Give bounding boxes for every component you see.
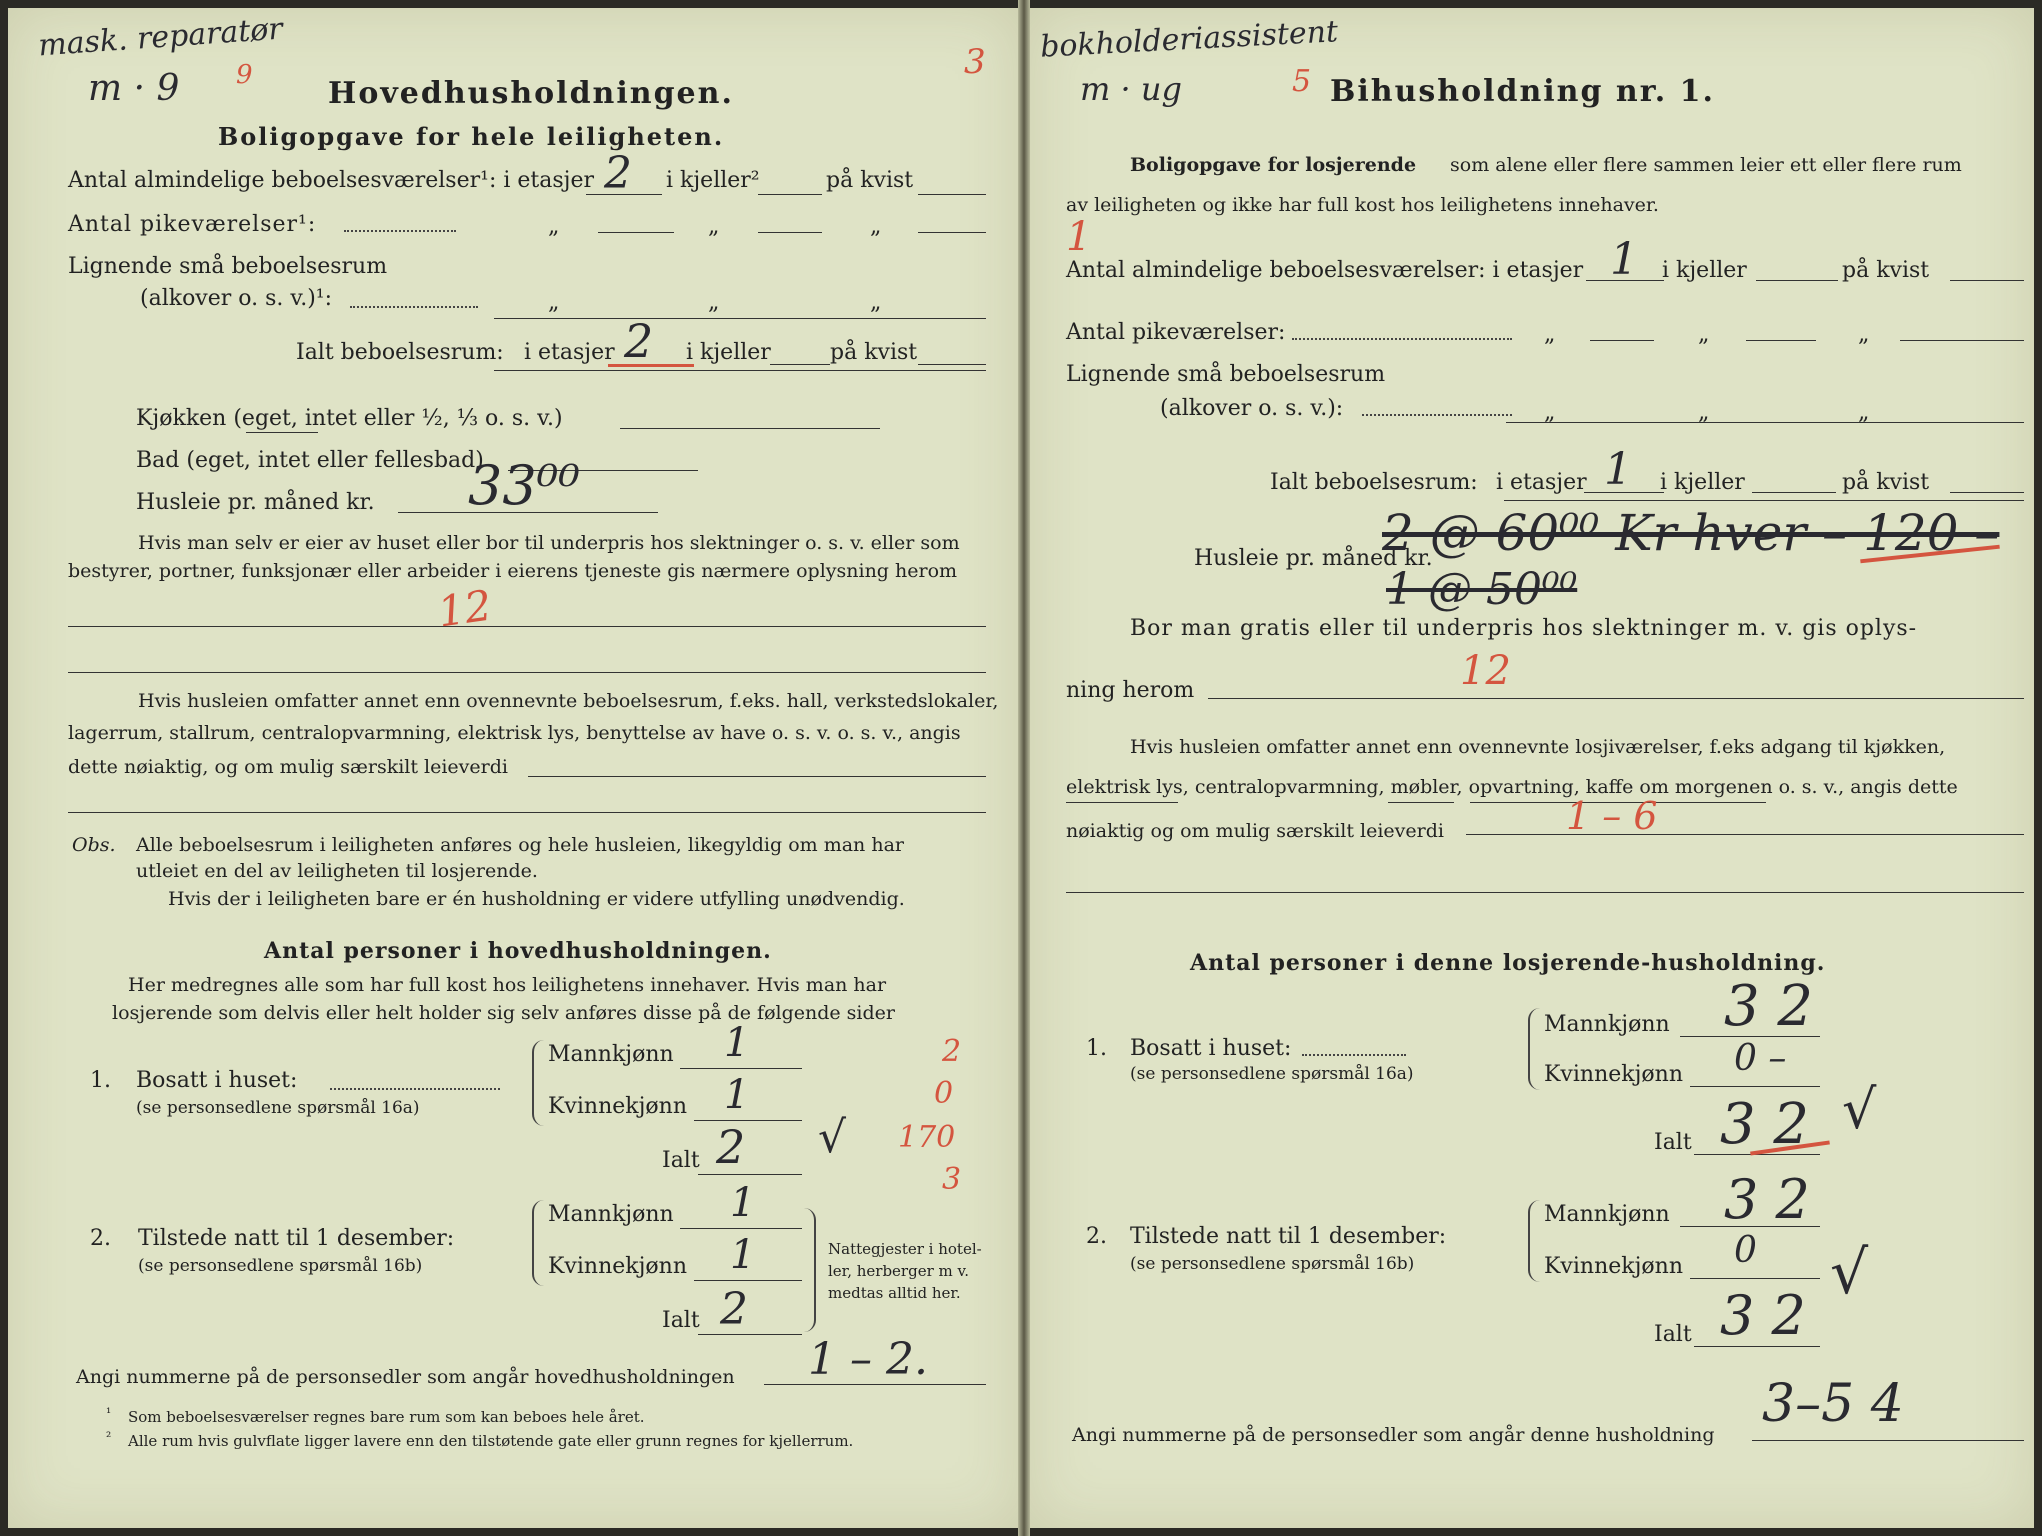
right-intro-line2: av leiligheten og ikke har full kost hos leilighetens innehaver. — [1066, 194, 1659, 216]
left-rent-includes-line-b — [68, 812, 986, 813]
right-corner-code: m · ug — [1080, 70, 1182, 108]
left-ditto-1: „ — [548, 214, 560, 239]
left-q1-brace — [532, 1040, 544, 1126]
right-includes-line-b — [1066, 892, 2024, 893]
right-underline-elektrisk — [1066, 802, 1178, 803]
right-ditto-4: „ — [1544, 400, 1556, 425]
left-rent-includes-line3: dette nøiaktig, og om mulig særskilt leieverdi — [68, 756, 508, 778]
left-red-col-2: 0 — [934, 1076, 954, 1111]
right-angi-label: Angi nummerne på de personsedler som angår denne husholdning — [1072, 1424, 1715, 1446]
left-obs-line3: Hvis der i leiligheten bare er én husholdning er videre utfylling unødvendig. — [168, 888, 905, 910]
left-q1-female-line — [694, 1120, 802, 1121]
left-alcove-label: Lignende små beboelsesrum — [68, 254, 388, 279]
right-includes-line1: Hvis husleien omfatter annet enn ovennevnte losjiværelser, f.eks adgang til kjøkken, — [1130, 736, 1946, 758]
left-ditto-2: „ — [708, 214, 720, 239]
left-q1-check: √ — [818, 1112, 847, 1163]
right-page — [1030, 8, 2034, 1528]
left-kitchen-label: Kjøkken (eget, intet eller ½, ⅓ o. s. v.) — [136, 406, 563, 431]
left-page — [8, 8, 1018, 1528]
right-q2-male-label: Mannkjønn — [1544, 1202, 1670, 1227]
left-line-r2b — [758, 232, 822, 233]
right-q2-male-line — [1680, 1226, 1820, 1227]
left-alcove-sub-label: (alkover o. s. v.)¹: — [140, 286, 333, 311]
right-kvist-label: på kvist — [1842, 258, 1930, 283]
left-q2-sub: (se personsedlene spørsmål 16b) — [138, 1256, 423, 1276]
right-includes-red-value: 1 – 6 — [1566, 794, 1658, 838]
left-rent-includes-line2: lagerrum, stallrum, centralopvarmning, elektrisk lys, benyttelse av have o. s. v. o. s. v., angis — [68, 722, 961, 744]
right-total-etasjer-label: i etasjer — [1496, 470, 1587, 495]
left-q1-total-line — [698, 1174, 802, 1175]
right-gratis-red-number: 12 — [1460, 648, 1511, 694]
right-title: Bihusholdning nr. 1. — [1330, 74, 1715, 109]
right-ditto-6: „ — [1858, 400, 1870, 425]
right-q1-number: 1. — [1086, 1036, 1107, 1061]
right-angi-value: 3–5 4 — [1762, 1374, 1904, 1434]
left-ditto-6: „ — [870, 290, 882, 315]
right-alcove-label: Lignende små beboelsesrum — [1066, 362, 1386, 387]
right-underline-mobler — [1388, 802, 1454, 803]
right-etasjer-value: 1 — [1610, 234, 1638, 285]
left-alcove-dots — [350, 306, 478, 308]
left-etasjer-value: 2 — [604, 148, 632, 199]
left-corner-code: m · 9 — [88, 68, 180, 109]
right-maid-rooms-label: Antal pikeværelser: — [1066, 320, 1286, 345]
right-includes-line3: nøiaktig og om mulig særskilt leieverdi — [1066, 820, 1444, 842]
right-q2-brace — [1528, 1200, 1540, 1282]
right-q2-female-value: 0 — [1734, 1230, 1757, 1271]
right-q1-total-value: 3 2 — [1720, 1092, 1810, 1157]
right-ditto-5: „ — [1698, 400, 1710, 425]
left-night-guest-note-1: Nattegjester i hotel- — [828, 1240, 982, 1258]
right-maid-dots — [1292, 338, 1512, 340]
left-q1-total-value: 2 — [716, 1120, 746, 1174]
left-line-r2c — [918, 232, 986, 233]
left-occupation-note: mask. reparatør — [37, 11, 284, 64]
left-q2-female-line — [694, 1280, 802, 1281]
right-q1-male-line — [1680, 1036, 1820, 1037]
left-owner-line2 — [68, 672, 986, 673]
right-q1-total-label: Ialt — [1654, 1130, 1692, 1155]
right-alcove-line — [1506, 422, 2024, 423]
left-footnote-2-num: ² — [106, 1430, 112, 1445]
left-maid-dots — [344, 230, 456, 232]
right-q2-total-value: 3 2 — [1720, 1284, 1806, 1347]
right-q1-female-line — [1690, 1086, 1820, 1087]
left-page-red-number: 3 — [964, 42, 986, 82]
right-rent-value: 2 @ 60⁰⁰ Kr hver – 120 – — [1382, 504, 2000, 562]
right-ditto-1: „ — [1544, 322, 1556, 347]
right-kvist-line — [1950, 280, 2024, 281]
left-footnote-2: Alle rum hvis gulvflate ligger lavere enn den tilstøtende gate eller grunn regnes for kjellerrum. — [128, 1432, 854, 1450]
left-ditto-3: „ — [870, 214, 882, 239]
left-night-guest-note-3: medtas alltid her. — [828, 1284, 961, 1302]
left-q1-total-label: Ialt — [662, 1148, 700, 1173]
right-total-kjeller-label: i kjeller — [1660, 470, 1745, 495]
left-obs-line1: Alle beboelsesrum i leiligheten anføres og hele husleien, likegyldig om man har — [136, 834, 904, 856]
right-total-rooms-label: Ialt beboelsesrum: — [1270, 470, 1478, 495]
left-q2-number: 2. — [90, 1226, 111, 1251]
right-intro-bold: Boligopgave for losjerende — [1130, 154, 1417, 176]
right-q1-female-value: 0 – — [1734, 1038, 1787, 1079]
left-rent-value: 33⁰⁰ — [468, 454, 581, 517]
right-q1-check: √ — [1842, 1078, 1877, 1141]
right-q1-male-label: Mannkjønn — [1544, 1012, 1670, 1037]
left-q1-sub: (se personsedlene spørsmål 16a) — [136, 1098, 420, 1118]
right-includes-line — [1466, 834, 2024, 835]
right-rooms-label: Antal almindelige beboelsesværelser: i etasjer — [1066, 258, 1584, 283]
left-q1-male-value: 1 — [724, 1020, 750, 1066]
left-q1-label: Bosatt i huset: — [136, 1068, 298, 1093]
left-obs-line2: utleiet en del av leiligheten til losjerende. — [136, 860, 538, 882]
left-subtitle: Boligopgave for hele leiligheten. — [218, 122, 725, 151]
right-q2-total-line — [1694, 1346, 1820, 1347]
right-total-kvist-label: på kvist — [1842, 470, 1930, 495]
left-persons-line1: Her medregnes alle som har full kost hos leilighetens innehaver. Hvis man har — [128, 974, 887, 996]
right-q2-number: 2. — [1086, 1224, 1107, 1249]
right-gratis-line2: ning herom — [1066, 678, 1195, 703]
right-q2-check: √ — [1830, 1238, 1869, 1308]
right-rent-label: Husleie pr. måned kr. — [1194, 546, 1433, 571]
left-rent-label: Husleie pr. måned kr. — [136, 490, 375, 515]
right-q1-male-value: 3 2 — [1724, 974, 1814, 1039]
left-q2-total-label: Ialt — [662, 1308, 700, 1333]
left-total-etasjer-label: i etasjer — [524, 340, 615, 365]
left-q2-right-brace — [804, 1208, 816, 1332]
left-bath-label: Bad (eget, intet eller fellesbad) — [136, 448, 484, 473]
right-total-kvist-line — [1950, 492, 2024, 493]
left-alcove-line — [494, 318, 986, 319]
left-footnote-1-num: ¹ — [106, 1406, 112, 1421]
right-etasjer-line — [1586, 280, 1664, 281]
left-q2-male-label: Mannkjønn — [548, 1202, 674, 1227]
left-rooms-label: Antal almindelige beboelsesværelser¹: i etasjer — [68, 168, 595, 193]
left-q2-male-line — [680, 1228, 802, 1229]
left-angi-line — [764, 1384, 986, 1385]
left-q2-female-value: 1 — [730, 1232, 756, 1278]
right-q2-total-label: Ialt — [1654, 1322, 1692, 1347]
left-ditto-5: „ — [708, 290, 720, 315]
left-red-col-3: 170 — [898, 1120, 956, 1155]
left-q2-total-value: 2 — [720, 1284, 748, 1335]
left-kvist-label: på kvist — [826, 168, 914, 193]
left-q2-brace — [532, 1200, 544, 1286]
left-q1-dots — [330, 1088, 500, 1090]
left-owner-note-line1: Hvis man selv er eier av huset eller bor til underpris hos slektninger o. s. v. eller som — [138, 532, 960, 554]
left-obs-label: Obs. — [72, 834, 116, 856]
right-gratis-line — [1208, 698, 2024, 699]
left-kjeller-line — [758, 194, 822, 195]
right-total-kjeller-line — [1752, 492, 1836, 493]
left-rent-includes-line — [528, 776, 986, 777]
left-corner-red-number: 9 — [236, 60, 253, 90]
left-kitchen-line — [620, 428, 880, 429]
left-q1-male-line — [680, 1068, 802, 1069]
right-line-r2a — [1590, 340, 1654, 341]
left-maid-rooms-label: Antal pikeværelser¹: — [68, 212, 317, 237]
right-angi-line — [1752, 1440, 2024, 1441]
left-total-kjeller-label: i kjeller — [686, 340, 771, 365]
left-total-etasjer-value: 2 — [624, 314, 654, 368]
right-q1-female-label: Kvinnekjønn — [1544, 1062, 1683, 1087]
right-total-etasjer-value: 1 — [1604, 444, 1632, 495]
right-gratis-line1: Bor man gratis eller til underpris hos slektninger m. v. gis oplys- — [1130, 616, 1918, 641]
left-rent-line — [398, 512, 658, 513]
right-includes-line2: elektrisk lys, centralopvarmning, møbler, opvartning, kaffe om morgenen o. s. v., angis dette — [1066, 776, 1958, 798]
left-total-double-rule — [494, 370, 986, 371]
left-angi-value: 1 – 2. — [808, 1334, 928, 1385]
right-q2-female-line — [1690, 1278, 1820, 1279]
left-night-guest-note-2: ler, herberger m v. — [828, 1262, 969, 1280]
left-owner-red-number: 12 — [434, 580, 495, 637]
left-line-ialt-c — [918, 364, 986, 365]
left-q1-male-label: Mannkjønn — [548, 1042, 674, 1067]
right-line-r2c — [1900, 340, 2024, 341]
right-q2-label: Tilstede natt til 1 desember: — [1130, 1224, 1447, 1249]
right-q2-male-value: 3 2 — [1724, 1168, 1810, 1231]
left-total-red-underline — [608, 364, 694, 367]
right-q2-female-label: Kvinnekjønn — [1544, 1254, 1683, 1279]
left-persons-title: Antal personer i hovedhusholdningen. — [264, 938, 772, 964]
left-red-col-1: 2 — [942, 1034, 962, 1069]
left-footnote-1: Som beboelsesværelser regnes bare rum som kan beboes hele året. — [128, 1408, 645, 1426]
left-angi-label: Angi nummerne på de personsedler som angår hovedhusholdningen — [76, 1366, 735, 1388]
left-title: Hovedhusholdningen. — [328, 76, 734, 111]
left-q1-number: 1. — [90, 1068, 111, 1093]
left-total-rooms-label: Ialt beboelsesrum: — [296, 340, 504, 365]
right-total-double-rule — [1504, 500, 2024, 501]
left-total-kvist-label: på kvist — [830, 340, 918, 365]
right-ditto-2: „ — [1698, 322, 1710, 347]
page-fold — [1018, 0, 1030, 1536]
left-q2-label: Tilstede natt til 1 desember: — [138, 1226, 455, 1251]
right-q1-brace — [1528, 1008, 1540, 1090]
right-line-r2b — [1746, 340, 1816, 341]
right-q2-sub: (se personsedlene spørsmål 16b) — [1130, 1254, 1415, 1274]
right-rent-value-2: 1 @ 50⁰⁰ — [1386, 564, 1578, 615]
right-total-etasjer-line — [1584, 492, 1664, 493]
left-q2-total-line — [698, 1334, 802, 1335]
right-q1-label: Bosatt i huset: — [1130, 1036, 1292, 1061]
left-q2-male-value: 1 — [730, 1180, 756, 1226]
left-q1-female-label: Kvinnekjønn — [548, 1094, 687, 1119]
right-ditto-3: „ — [1858, 322, 1870, 347]
right-q1-sub: (se personsedlene spørsmål 16a) — [1130, 1064, 1414, 1084]
left-owner-note-line2: bestyrer, portner, funksjonær eller arbeider i eierens tjeneste gis nærmere oplysning herom — [68, 560, 958, 582]
right-alcove-sub-label: (alkover o. s. v.): — [1160, 396, 1344, 421]
left-line-ialt-b — [770, 364, 830, 365]
right-corner-red-number: 5 — [1292, 64, 1312, 99]
right-intro-rest: som alene eller flere sammen leier ett eller flere rum — [1450, 154, 1962, 176]
left-kvist-line — [918, 194, 986, 195]
left-rent-includes-line1: Hvis husleien omfatter annet enn ovennevnte beboelsesrum, f.eks. hall, verkstedslokaler, — [138, 690, 999, 712]
right-occupation-note: bokholderiassistent — [1039, 14, 1339, 65]
left-line-r2a — [598, 232, 674, 233]
right-q1-dots — [1302, 1054, 1406, 1056]
left-q2-female-label: Kvinnekjønn — [548, 1254, 687, 1279]
right-persons-title: Antal personer i denne losjerende-husholdning. — [1190, 950, 1826, 976]
right-alcove-dots — [1362, 414, 1512, 416]
left-persons-line2: losjerende som delvis eller helt holder sig selv anføres disse på de følgende sider — [112, 1002, 895, 1024]
left-red-col-4: 3 — [942, 1162, 962, 1197]
left-kitchen-underline — [246, 432, 318, 433]
left-owner-line1 — [68, 626, 986, 627]
left-kjeller-label: i kjeller² — [666, 168, 760, 193]
right-kjeller-line — [1756, 280, 1838, 281]
right-intro-red-mark: 1 — [1066, 214, 1092, 260]
left-ditto-4: „ — [548, 290, 560, 315]
right-kjeller-label: i kjeller — [1662, 258, 1747, 283]
left-q1-female-value: 1 — [724, 1072, 750, 1118]
